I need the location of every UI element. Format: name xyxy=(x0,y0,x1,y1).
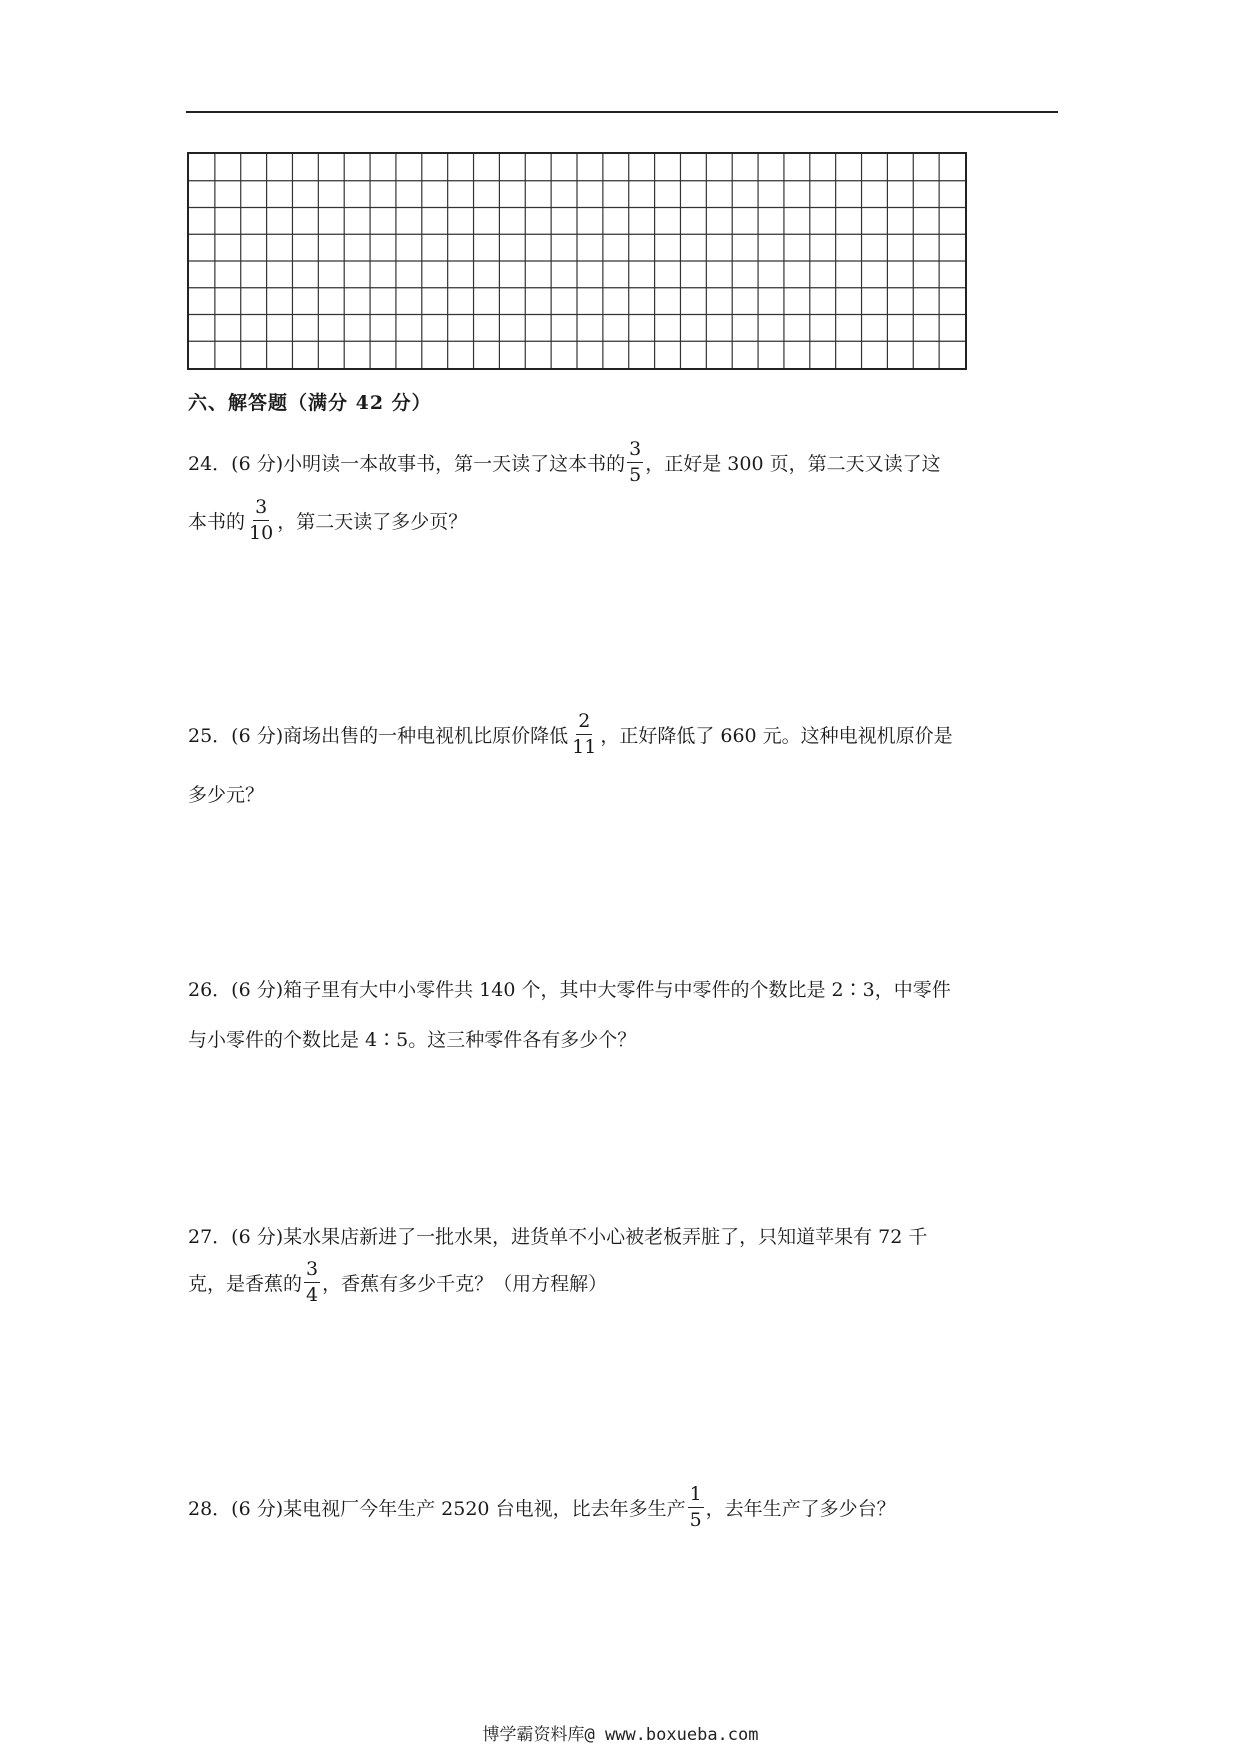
footer-watermark: 博学霸资料库@ www.boxueba.com xyxy=(482,1725,759,1745)
question-24-line-2: 本书的 $\frac{3}{10}$ ，第二天读了多少页？ xyxy=(188,496,468,544)
answer-grid xyxy=(187,152,967,370)
question-26-line-1: 26．(6 分)箱子里有大中小零件共 140 个，其中大零件与中零件的个数比是 2∶3，中零件 xyxy=(188,979,951,1001)
question-28-line-1: 28．(6 分)某电视厂今年生产 2520 台电视，比去年多生产 $\frac{1}{5}$ ，去年生产了多少台？ xyxy=(188,1483,896,1531)
fraction: $\frac{2}{11}$ xyxy=(572,710,597,758)
fraction: $\frac{1}{5}$ xyxy=(689,1483,702,1531)
question-25-line-2: 多少元？ xyxy=(188,784,265,806)
question-25-line-1: 25．(6 分)商场出售的一种电视机比原价降低 $\frac{2}{11}$ ，正好降低了 660 元。这种电视机原价是 xyxy=(188,710,953,758)
question-27-line-2: 克，是香蕉的 $\frac{3}{4}$ ，香蕉有多少千克？（用方程解） xyxy=(188,1258,608,1306)
question-26-line-2: 与小零件的个数比是 4∶5。这三种零件各有多少个？ xyxy=(188,1029,637,1051)
fraction: $\frac{3}{4}$ xyxy=(306,1258,319,1306)
question-27-line-1: 27．(6 分)某水果店新进了一批水果，进货单不小心被老板弄脏了，只知道苹果有 72 千 xyxy=(188,1226,928,1248)
section-title: 六、解答题（满分 42 分） xyxy=(188,392,432,414)
fraction: $\frac{3}{5}$ xyxy=(629,438,642,486)
question-24-line-1: 24．(6 分)小明读一本故事书，第一天读了这本书的 $\frac{3}{5}$ ，正好是 300 页，第二天又读了这 xyxy=(188,438,941,486)
header-rule xyxy=(186,111,1058,113)
fraction: $\frac{3}{10}$ xyxy=(249,496,274,544)
